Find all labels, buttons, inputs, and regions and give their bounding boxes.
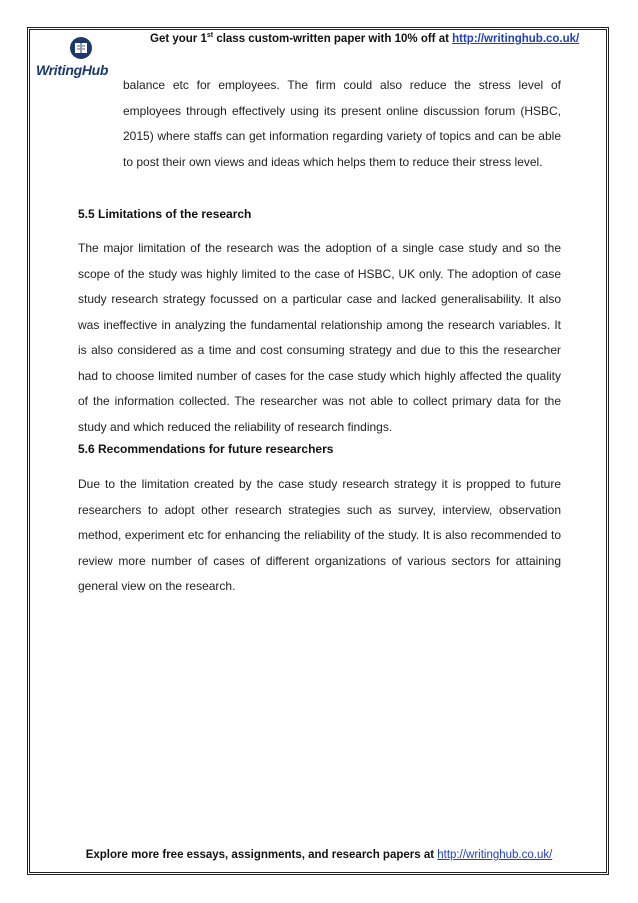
limitations-paragraph: The major limitation of the research was the adoption of a single case study and so the scope of the study was highly limited to the case of HSBC, UK only. The adoption of case study research strategy focussed on a particular case and lacked generalisability. It also was ineffective in analyzing the fundamental relationship among the research variables. It is also considered as a time and cost consuming strategy and due to this the researcher had to choose limited number of cases for the case study which highly affected the quality of the information collected. The researcher was not able to collect primary data for the study and which reduced the reliability of research findings. xyxy=(78,241,561,434)
footer-text: Explore more free essays, assignments, and research papers at xyxy=(85,849,438,861)
book-icon xyxy=(68,36,94,60)
writinghub-logo[interactable] xyxy=(36,36,126,82)
logo-text: WritingHub xyxy=(36,62,109,78)
section-heading-recommendations: 5.6 Recommendations for future researchers xyxy=(78,442,334,456)
page-header xyxy=(150,32,590,45)
section-heading-limitations: 5.5 Limitations of the research xyxy=(78,207,252,221)
continued-paragraph: balance etc for employees. The firm could also reduce the stress level of employees through effectively using its present online discussion forum (HSBC, 2015) where staffs can get information regarding variety of topics and can be able to post their own views and ideas which helps them to reduce their stress level. xyxy=(123,78,561,169)
footer-link[interactable]: http://writinghub.co.uk/ xyxy=(437,849,553,861)
header-link[interactable]: http://writinghub.co.uk/ xyxy=(452,32,580,45)
header-superscript: st xyxy=(206,32,214,39)
header-prefix: Get your 1 xyxy=(150,32,207,45)
header-middle: class custom-written paper with 10% off at xyxy=(213,32,453,45)
page-footer xyxy=(0,849,638,861)
recommendations-paragraph: Due to the limitation created by the case study research strategy it is propped to future researchers to adopt other research strategies such as survey, interview, observation method, experiment etc for enhancing the reliability of the study. It is also recommended to review more number of cases of different organizations of various sectors for attaining general view on the research. xyxy=(78,477,561,593)
